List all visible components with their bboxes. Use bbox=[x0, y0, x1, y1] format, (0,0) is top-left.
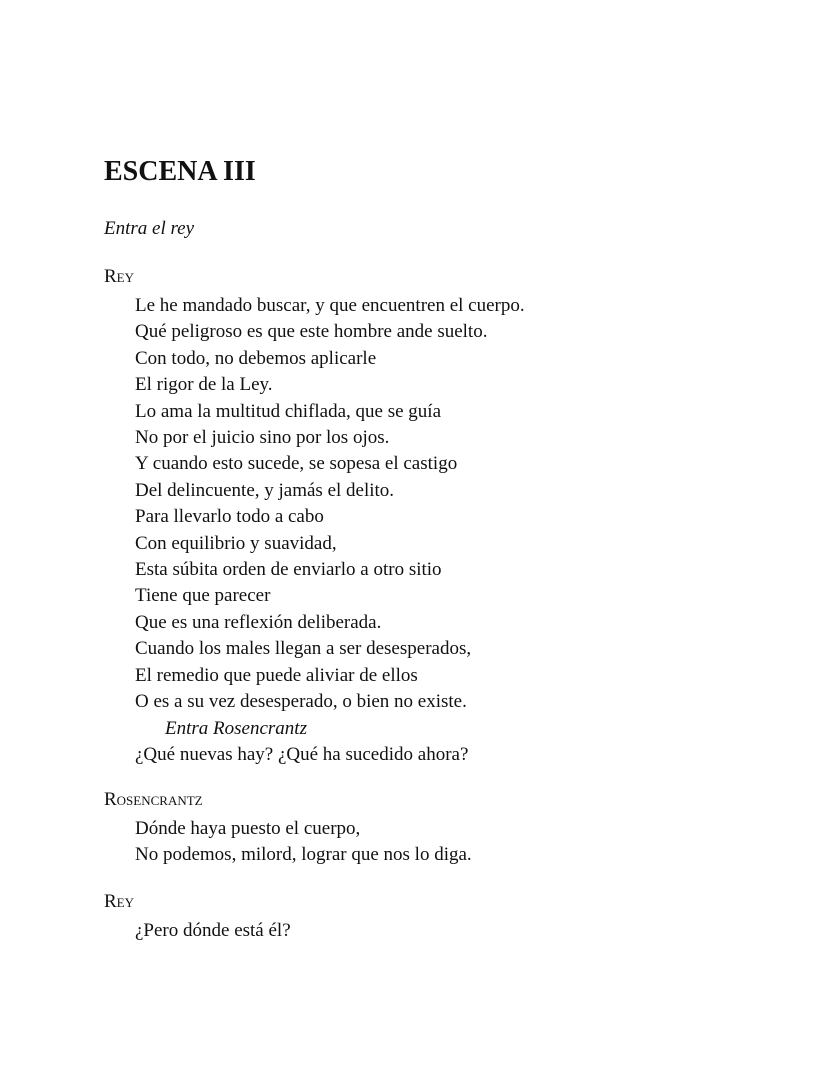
verse-line: Y cuando esto sucede, se sopesa el castigo bbox=[135, 453, 458, 475]
speech-rey-2 bbox=[104, 890, 291, 944]
speech-rey-1 bbox=[104, 265, 525, 768]
verse-line: ¿Qué nuevas hay? ¿Qué ha sucedido ahora? bbox=[135, 743, 469, 765]
speech-rosencrantz bbox=[104, 788, 472, 869]
speech-lines bbox=[104, 918, 291, 944]
verse-line: No podemos, milord, lograr que nos lo diga. bbox=[135, 844, 472, 866]
verse-line: No por el juicio sino por los ojos. bbox=[135, 427, 390, 449]
verse-line: Tiene que parecer bbox=[135, 585, 271, 607]
speech-lines bbox=[104, 293, 525, 768]
verse-line: Dónde haya puesto el cuerpo, bbox=[135, 818, 361, 839]
speech-lines bbox=[104, 816, 472, 869]
stage-direction-inline: Entra Rosencrantz bbox=[165, 717, 307, 739]
speaker-name: Rey bbox=[104, 891, 135, 912]
verse-line: Esta súbita orden de enviarlo a otro sitio bbox=[135, 559, 442, 581]
verse-line: Que es una reflexión deliberada. bbox=[135, 611, 382, 633]
verse-line: O es a su vez desesperado, o bien no existe. bbox=[135, 691, 467, 713]
stage-direction-entry: Entra el rey bbox=[104, 218, 195, 239]
verse-line: Con todo, no debemos aplicarle bbox=[135, 347, 377, 369]
speaker-name: Rosencrantz bbox=[104, 789, 203, 810]
verse-line: Le he mandado buscar, y que encuentren el cuerpo. bbox=[135, 295, 525, 316]
scene-title: ESCENA III bbox=[104, 156, 256, 187]
verse-line: Con equilibrio y suavidad, bbox=[135, 532, 337, 554]
speaker-name: Rey bbox=[104, 266, 135, 287]
verse-line: El remedio que puede aliviar de ellos bbox=[135, 664, 418, 686]
verse-line: Qué peligroso es que este hombre ande suelto. bbox=[135, 321, 488, 343]
verse-line: Del delincuente, y jamás el delito. bbox=[135, 479, 395, 501]
verse-line: ¿Pero dónde está él? bbox=[135, 920, 291, 941]
verse-line: Para llevarlo todo a cabo bbox=[135, 506, 324, 528]
verse-line: Lo ama la multitud chiflada, que se guía bbox=[135, 400, 442, 422]
verse-line: Cuando los males llegan a ser desesperados, bbox=[135, 638, 472, 660]
verse-line: El rigor de la Ley. bbox=[135, 374, 273, 396]
